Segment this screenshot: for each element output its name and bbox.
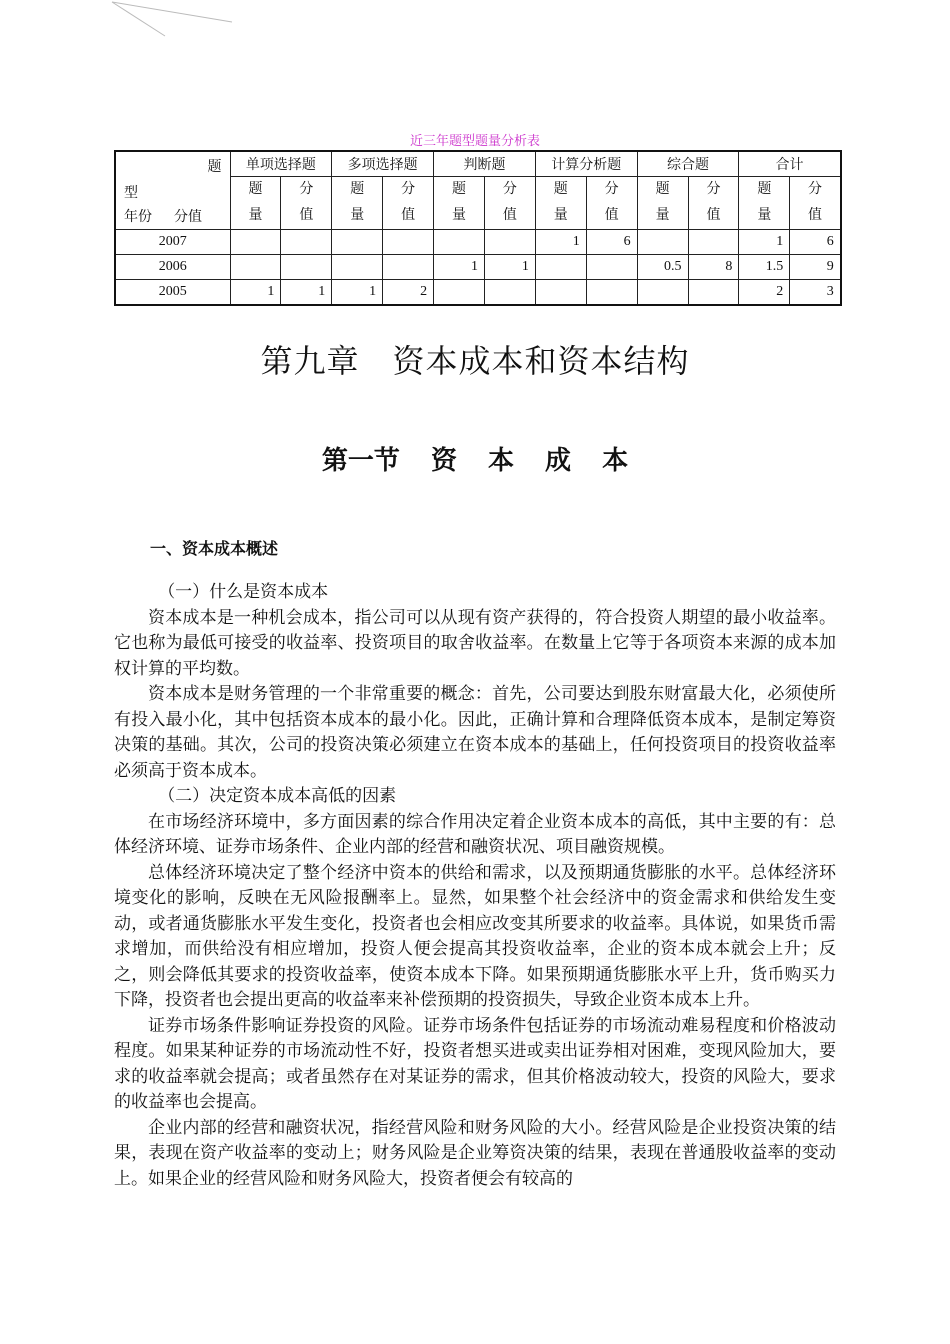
- sub-header-count: 题 量: [332, 177, 383, 230]
- subsection-heading: （一）什么是资本成本: [158, 582, 329, 602]
- table-cell: [383, 255, 434, 280]
- corner-label-year: 年份: [124, 210, 152, 225]
- sub-header-count: 题 量: [739, 177, 790, 230]
- table-cell: [586, 280, 637, 306]
- table-cell: 6: [790, 230, 841, 255]
- heading-overview: 一、资本成本概述: [150, 539, 279, 558]
- table-cell: 1: [739, 230, 790, 255]
- table-row: [115, 230, 841, 255]
- table-cell: [332, 255, 383, 280]
- table-cell: [637, 280, 688, 306]
- column-header: 判断题: [434, 151, 536, 177]
- question-analysis-table: [114, 150, 842, 306]
- table-cell: [332, 230, 383, 255]
- table-cell: 3: [790, 280, 841, 306]
- column-header: 多项选择题: [332, 151, 434, 177]
- table-title: 近三年题型题量分析表: [409, 134, 540, 149]
- table-row: [115, 255, 841, 280]
- sub-header-count: 题 量: [535, 177, 586, 230]
- table-cell: 1: [230, 280, 281, 306]
- table-cell: [281, 230, 332, 255]
- paragraph: 资本成本是一种机会成本，指公司可以从现有资产获得的，符合投资人期望的最小收益率。它也称为最低可接受的收益率、投资项目的取舍收益率。在数量上它等于各项资本来源的成本加权计算的平均数。: [114, 607, 836, 679]
- sub-header-count: 题 量: [434, 177, 485, 230]
- subsection-heading: （二）决定资本成本高低的因素: [158, 786, 397, 806]
- table-cell: [688, 280, 739, 306]
- sub-header-score: 分 值: [688, 177, 739, 230]
- sub-header-score: 分 值: [790, 177, 841, 230]
- row-year: 2005: [115, 280, 230, 306]
- table-cell: [535, 280, 586, 306]
- table-cell: 1: [332, 280, 383, 306]
- table-cell: [230, 230, 281, 255]
- sub-header-score: 分 值: [383, 177, 434, 230]
- row-year: 2007: [115, 230, 230, 255]
- sub-header-score: 分 值: [484, 177, 535, 230]
- table-body: [115, 230, 841, 306]
- table-corner-header: [115, 151, 230, 230]
- paragraph: 资本成本是财务管理的一个非常重要的概念：首先，公司要达到股东财富最大化，必须使所有投入最小化，其中包括资本成本的最小化。因此，正确计算和合理降低资本成本，是制定筹资决策的基础。其次，公司的投资决策必须建立在资本成本的基础上，任何投资项目的投资收益率必须高于资本成本。: [114, 684, 836, 781]
- table-cell: [637, 230, 688, 255]
- paragraph: 在市场经济环境中，多方面因素的综合作用决定着企业资本成本的高低，其中主要的有：总体经济环境、证券市场条件、企业内部的经营和融资状况、项目融资规模。: [114, 811, 836, 857]
- table-cell: [586, 255, 637, 280]
- column-header: 合计: [739, 151, 841, 177]
- sub-header-score: 分 值: [281, 177, 332, 230]
- table-cell: 1.5: [739, 255, 790, 280]
- table-cell: [688, 230, 739, 255]
- table-cell: [281, 255, 332, 280]
- corner-label-ti: 题: [207, 160, 222, 175]
- body-text: [114, 580, 836, 1192]
- table-cell: [434, 230, 485, 255]
- table-cell: 6: [586, 230, 637, 255]
- corner-label-score: 分值: [174, 210, 202, 225]
- table-cell: 0.5: [637, 255, 688, 280]
- table-cell: 1: [281, 280, 332, 306]
- table-cell: 1: [535, 230, 586, 255]
- table-cell: [484, 280, 535, 306]
- paragraph: 企业内部的经营和融资状况，指经营风险和财务风险的大小。经营风险是企业投资决策的结果，表现在资产收益率的变动上；财务风险是企业筹资决策的结果，表现在普通股收益率的变动上。如果企业的经营风险和财务风险大，投资者便会有较高的: [114, 1117, 836, 1189]
- sub-header-count: 题 量: [230, 177, 281, 230]
- table-cell: [230, 255, 281, 280]
- paragraph: 总体经济环境决定了整个经济中资本的供给和需求，以及预期通货膨胀的水平。总体经济环境变化的影响，反映在无风险报酬率上。显然，如果整个社会经济中的资金需求和供给发生变动，或者通货膨胀水平发生变化，投资者也会相应改变其所要求的收益率。具体说，如果货币需求增加，而供给没有相应增加，投资人便会提高其投资收益率，企业的资本成本就会上升；反之，则会降低其要求的投资收益率，使资本成本下降。如果预期通货膨胀水平上升，货币购买力下降，投资者也会提出更高的收益率来补偿预期的投资损失，导致企业资本成本上升。: [114, 862, 836, 1010]
- table-cell: 2: [383, 280, 434, 306]
- column-header: 单项选择题: [230, 151, 332, 177]
- table-cell: [434, 280, 485, 306]
- paragraph: 证券市场条件影响证券投资的风险。证券市场条件包括证券的市场流动难易程度和价格波动程度。如果某种证券的市场流动性不好，投资者想买进或卖出证券相对困难，变现风险加大，要求的收益率就会提高；或者虽然存在对某证券的需求，但其价格波动较大，投资的风险大，要求的收益率也会提高。: [114, 1015, 836, 1112]
- sub-header-count: 题 量: [637, 177, 688, 230]
- table-cell: 1: [434, 255, 485, 280]
- table-cell: 8: [688, 255, 739, 280]
- column-header: 计算分析题: [535, 151, 637, 177]
- sub-header-score: 分 值: [586, 177, 637, 230]
- table-cell: [535, 255, 586, 280]
- corner-fold-decoration: [0, 0, 240, 60]
- table-row: [115, 280, 841, 306]
- row-year: 2006: [115, 255, 230, 280]
- table-cell: 9: [790, 255, 841, 280]
- section-title: 第一节 资 本 成 本: [321, 446, 629, 476]
- table-cell: [383, 230, 434, 255]
- table-cell: 2: [739, 280, 790, 306]
- chapter-title: 第九章 资本成本和资本结构: [260, 342, 690, 380]
- corner-label-xing: 型: [124, 186, 138, 201]
- table-cell: 1: [484, 255, 535, 280]
- table-cell: [484, 230, 535, 255]
- column-header: 综合题: [637, 151, 739, 177]
